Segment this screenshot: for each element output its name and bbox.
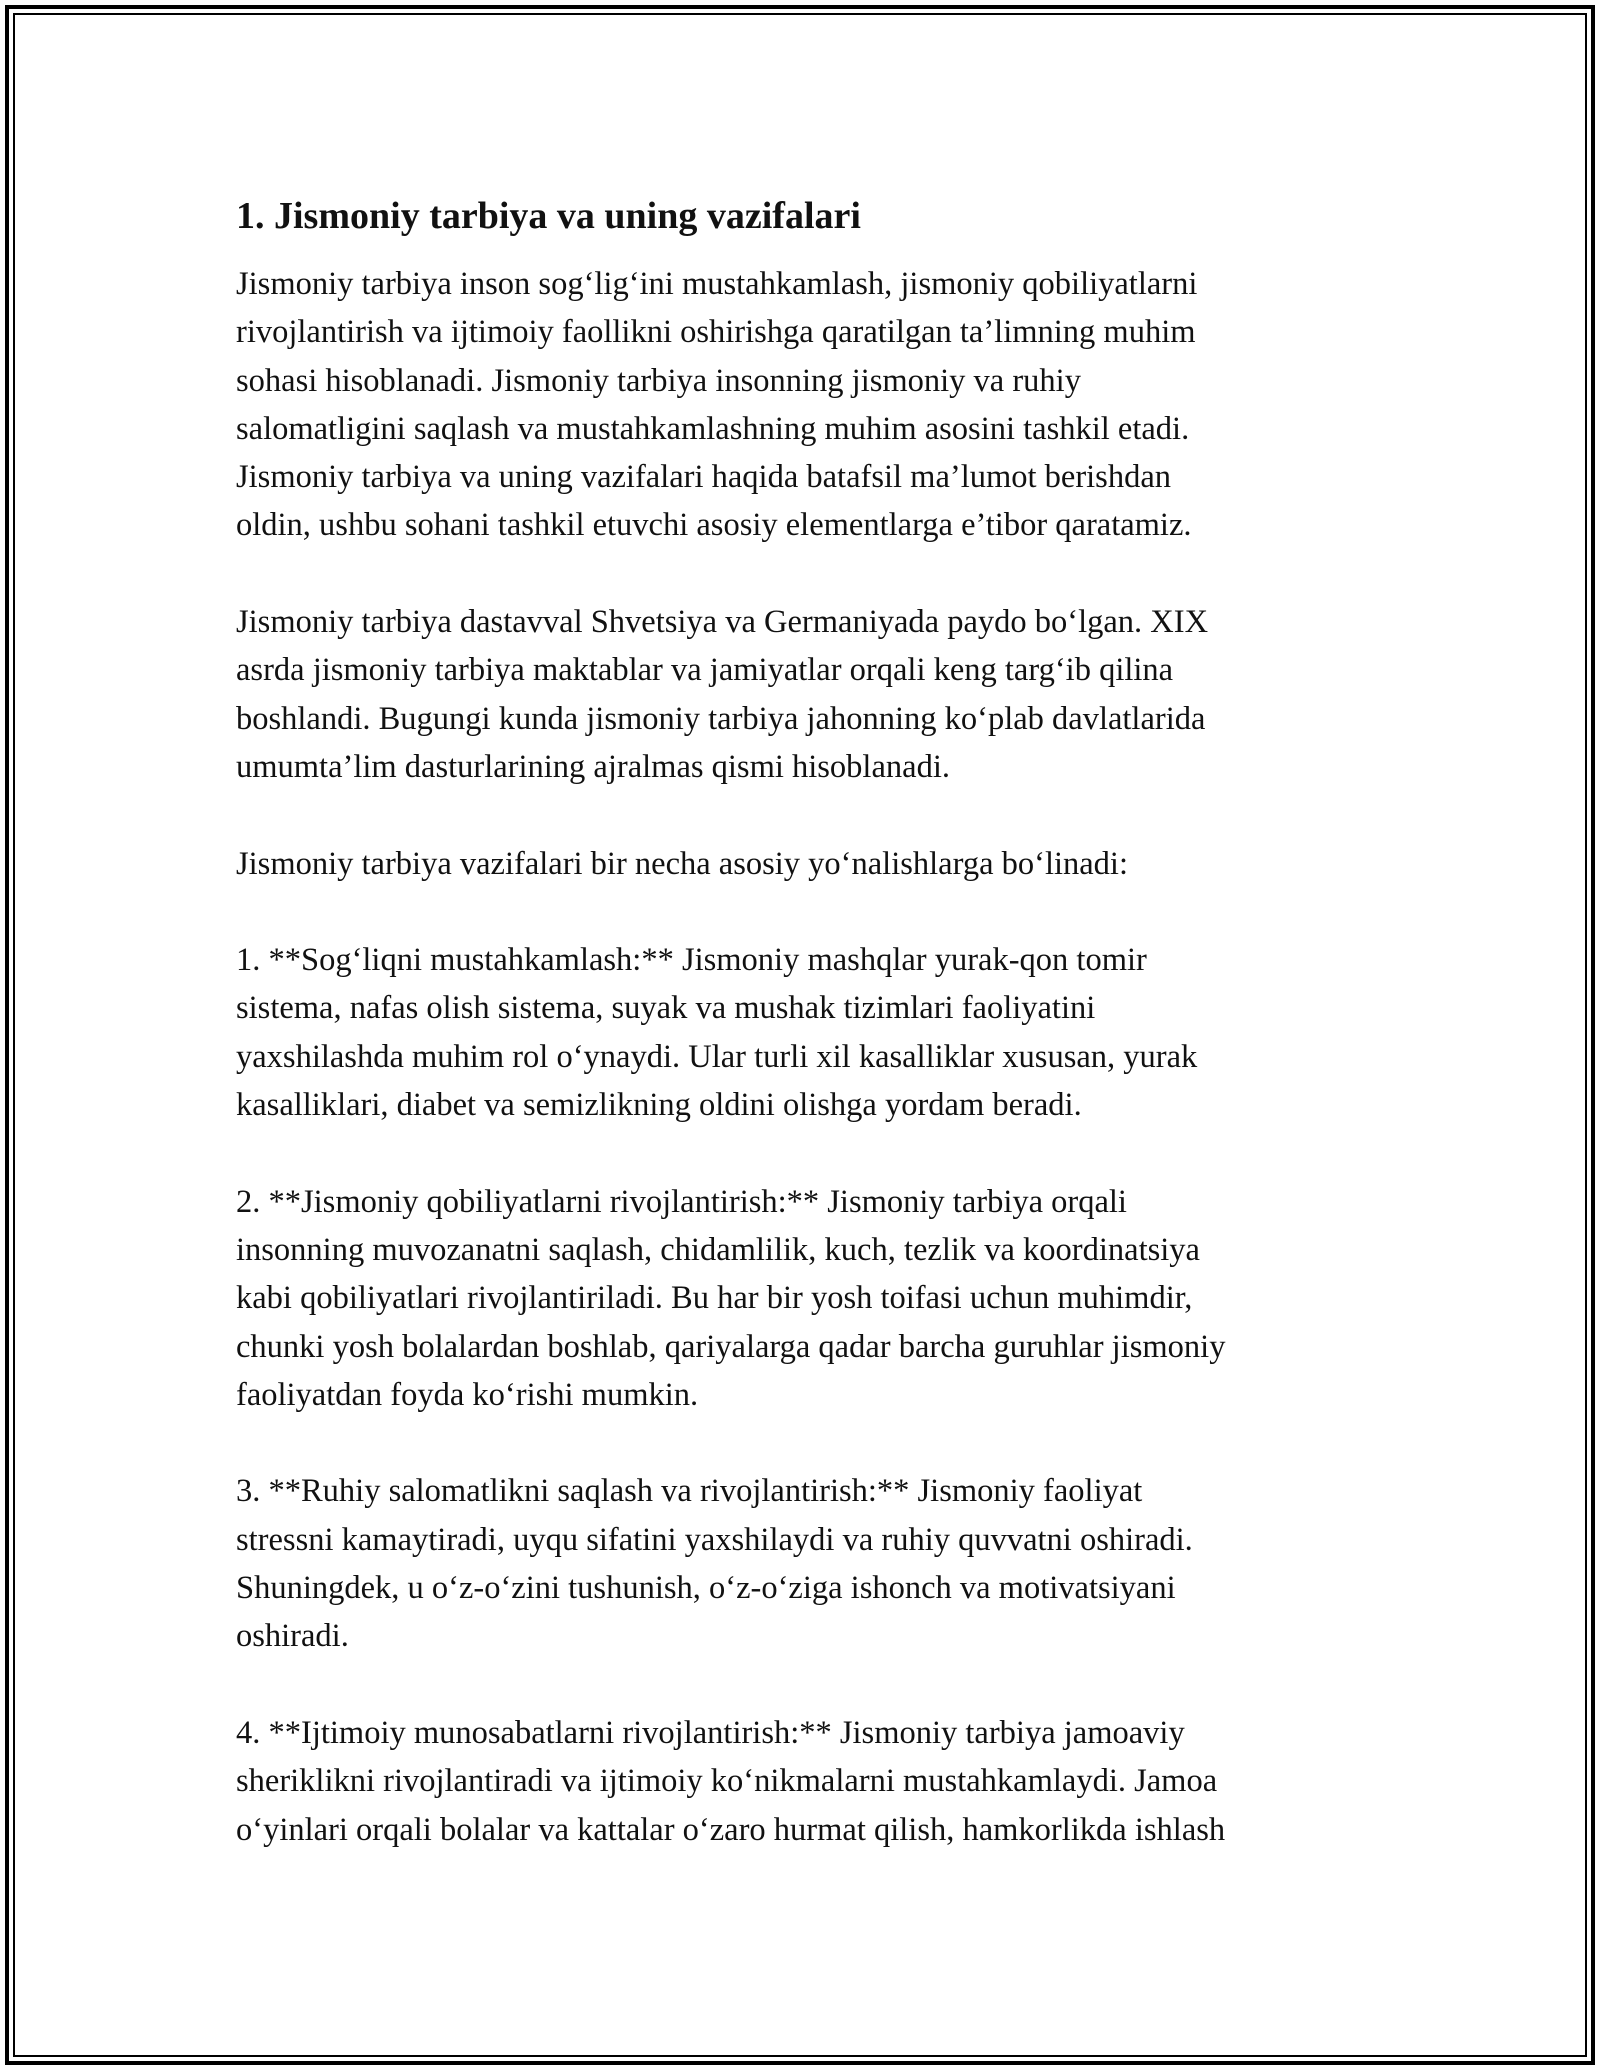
text-line: sohasi hisoblanadi. Jismoniy tarbiya insonning jismoniy va ruhiy xyxy=(236,362,1081,399)
text-line: rivojlantirish va ijtimoiy faollikni oshirishga qaratilgan ta’limning muhim xyxy=(236,314,1196,351)
text-line: umumta’lim dasturlarining ajralmas qismi hisoblanadi. xyxy=(236,748,950,785)
text-line: Jismoniy tarbiya inson sog‘lig‘ini mustahkamlash, jismoniy qobiliyatlarni xyxy=(236,266,1198,302)
text-line: yaxshilashda muhim rol o‘ynaydi. Ular turli xil kasalliklar xususan, yurak xyxy=(236,1038,1198,1075)
text-line: boshlandi. Bugungi kunda jismoniy tarbiya jahonning ko‘plab davlatlarida xyxy=(236,700,1206,737)
text-line: insonning muvozanatni saqlash, chidamlilik, kuch, tezlik va koordinatsiya xyxy=(236,1231,1200,1268)
text-line: Jismoniy tarbiya dastavval Shvetsiya va Germaniyada paydo bo‘lgan. XIX xyxy=(236,604,1209,641)
text-line: salomatligini saqlash va mustahkamlashning muhim asosini tashkil etadi. xyxy=(236,410,1190,447)
paragraph xyxy=(236,1709,1376,1854)
text-line: 3. **Ruhiy salomatlikni saqlash va rivojlantirish:** Jismoniy faoliyat xyxy=(236,1473,1143,1510)
text-line: chunki yosh bolalardan boshlab, qariyalarga qadar barcha guruhlar jismoniy xyxy=(236,1328,1226,1365)
text-line: Shuningdek, u o‘z-o‘zini tushunish, o‘z-o‘ziga ishonch va motivatsiyani xyxy=(236,1570,1176,1607)
paragraph-gap xyxy=(236,1419,1376,1467)
paragraph-gap xyxy=(236,1129,1376,1177)
text-line: oldin, ushbu sohani tashkil etuvchi asosiy elementlarga e’tibor qaratamiz. xyxy=(236,507,1192,544)
section-heading: 1. Jismoniy tarbiya va uning vazifalari xyxy=(236,195,861,237)
paragraph xyxy=(236,1467,1376,1660)
paragraph-gap xyxy=(236,791,1376,839)
paragraph-gap xyxy=(236,888,1376,936)
text-line: 4. **Ijtimoiy munosabatlarni rivojlantirish:** Jismoniy tarbiya jamoaviy xyxy=(236,1714,1185,1751)
document-body xyxy=(236,186,1376,1854)
text-line: oshiradi. xyxy=(236,1618,349,1655)
text-line: Jismoniy tarbiya vazifalari bir necha asosiy yo‘nalishlarga bo‘linadi: xyxy=(236,845,1128,882)
text-line: stressni kamaytiradi, uyqu sifatini yaxshilaydi va ruhiy quvvatni oshiradi. xyxy=(236,1521,1193,1558)
text-line: Jismoniy tarbiya va uning vazifalari haqida batafsil ma’lumot berishdan xyxy=(236,459,1172,496)
text-line: faoliyatdan foyda ko‘rishi mumkin. xyxy=(236,1376,699,1413)
paragraph xyxy=(236,598,1376,791)
text-line: sistema, nafas olish sistema, suyak va mushak tizimlari faoliyatini xyxy=(236,990,1096,1027)
text-line: 2. **Jismoniy qobiliyatlarni rivojlantirish:** Jismoniy tarbiya orqali xyxy=(236,1183,1127,1220)
paragraph xyxy=(236,840,1376,888)
text-line: asrda jismoniy tarbiya maktablar va jamiyatlar orqali keng targ‘ib qilina xyxy=(236,652,1174,689)
paragraph xyxy=(236,936,1376,1129)
paragraph-gap xyxy=(236,1661,1376,1709)
text-line: o‘yinlari orqali bolalar va kattalar o‘zaro hurmat qilish, hamkorlikda ishlash xyxy=(236,1811,1226,1848)
paragraph-gap xyxy=(236,550,1376,598)
text-line: 1. **Sog‘liqni mustahkamlash:** Jismoniy mashqlar yurak-qon tomir xyxy=(236,942,1147,979)
text-line: sheriklikni rivojlantiradi va ijtimoiy ko‘nikmalarni mustahkamlaydi. Jamoa xyxy=(236,1763,1218,1800)
paragraph xyxy=(236,1178,1376,1419)
paragraph-list xyxy=(236,260,1376,1854)
paragraph xyxy=(236,260,1376,550)
text-line: kasalliklari, diabet va semizlikning oldini olishga yordam beradi. xyxy=(236,1087,1082,1124)
text-line: kabi qobiliyatlari rivojlantiriladi. Bu har bir yosh toifasi uchun muhimdir, xyxy=(236,1280,1193,1317)
